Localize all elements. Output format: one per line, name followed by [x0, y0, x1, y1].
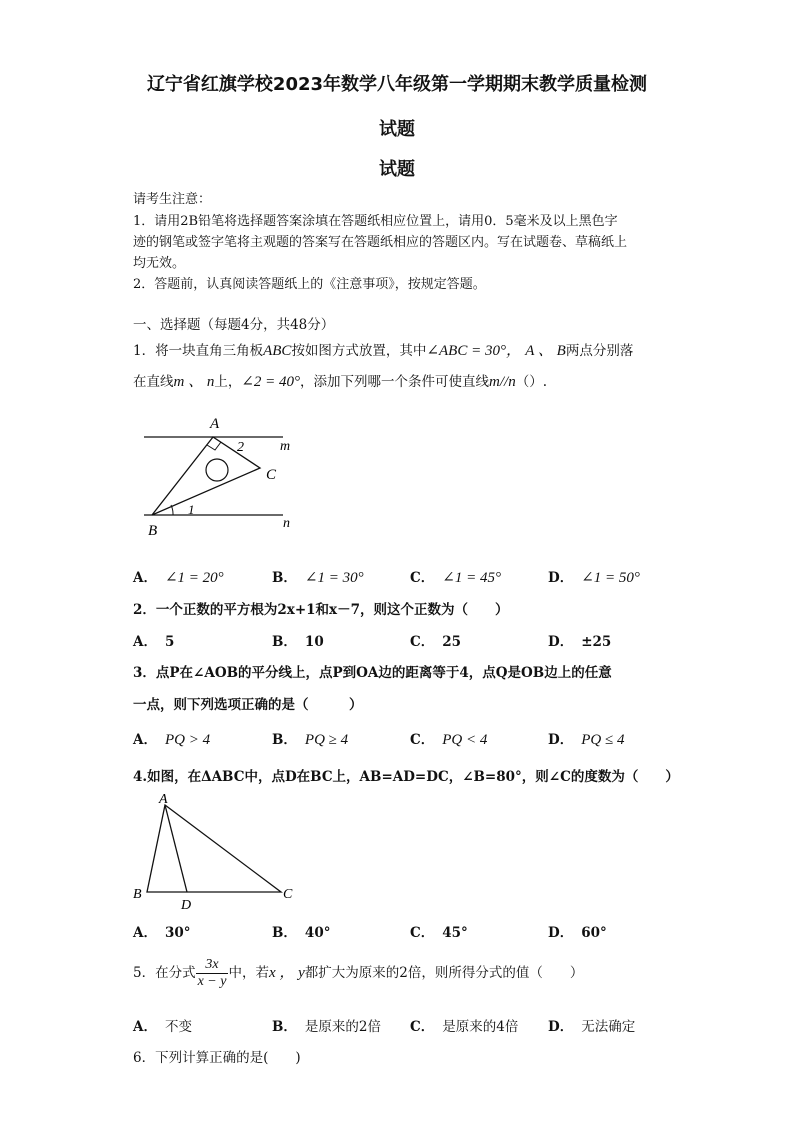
- question-1-line-2: [133, 370, 547, 391]
- q4-option-a[interactable]: A． 30°: [133, 925, 191, 941]
- q1-option-c[interactable]: C． ∠1 = 45°: [410, 570, 501, 586]
- label-b: B: [148, 523, 158, 539]
- q5-text: 中，若: [228, 965, 269, 981]
- page-title: 辽宁省红旗学校2023年数学八年级第一学期期末教学质量检测: [146, 74, 648, 95]
- q3-option-b[interactable]: B． PQ ≥ 4: [272, 732, 349, 748]
- q5-option-c[interactable]: C． 是原来的4倍: [410, 1019, 519, 1035]
- q3-option-c[interactable]: C． PQ < 4: [410, 732, 488, 748]
- q1-text: （）.: [515, 374, 548, 390]
- q1-text: ，添加下列哪一个条件可使直线: [300, 374, 490, 390]
- q1-option-a[interactable]: A． ∠1 = 20°: [133, 570, 224, 586]
- q1-option-d[interactable]: D． ∠1 = 50°: [548, 570, 640, 586]
- page-subtitle-2: 试题: [379, 159, 415, 180]
- label-d: D: [181, 898, 192, 912]
- question-1-line-1: [133, 339, 633, 360]
- q5-denominator: x − y: [197, 974, 227, 989]
- q5-fraction: [196, 957, 229, 990]
- q4-option-b[interactable]: B． 40°: [272, 925, 331, 941]
- q5-option-d[interactable]: D． 无法确定: [548, 1019, 636, 1035]
- q2-option-b[interactable]: B． 10: [272, 634, 324, 650]
- label-b: B: [133, 887, 142, 902]
- q1-figure: [138, 410, 308, 540]
- notice-line: 1．请用2B铅笔将选择题答案涂填在答题纸相应位置上，请用0．5毫米及以上黑色字: [133, 214, 618, 229]
- q2-option-d[interactable]: D． ±25: [548, 634, 612, 650]
- section-heading: 一、选择题（每题4分，共48分）: [133, 317, 335, 333]
- question-3-line-2: 一点，则下列选项正确的是（ ）: [133, 697, 363, 713]
- notice-heading: 请考生注意：: [133, 192, 212, 207]
- notice-line: 均无效。: [133, 256, 186, 271]
- question-4: 4.如图，在ΔABC中，点D在BC上，AB=AD=DC，∠B=80°，则∠C的度数为（ ）: [133, 769, 679, 785]
- right-angle-mark: [207, 442, 221, 450]
- q5-text: 都扩大为原来的2倍，则所得分式的值（ ）: [304, 965, 584, 981]
- label-c: C: [266, 467, 277, 483]
- triangle-hole: [206, 459, 228, 481]
- page-subtitle: 试题: [379, 119, 415, 140]
- q1-text: 1．将一块直角三角板: [133, 343, 264, 359]
- label-a: A: [159, 792, 168, 807]
- notice-line: 迹的钢笔或签字笔将主观题的答案写在答题纸相应的答题区内。写在试题卷、草稿纸上: [133, 235, 628, 250]
- q3-option-a[interactable]: A． PQ > 4: [133, 732, 211, 748]
- triangle-abc: [147, 805, 281, 892]
- q1-text: 两点分别落: [565, 343, 634, 359]
- q1-text: 上，: [214, 374, 242, 390]
- q4-option-d[interactable]: D． 60°: [548, 925, 607, 941]
- label-angle-1: 1: [188, 502, 195, 517]
- question-2: 2．一个正数的平方根为2x+1和x－7，则这个正数为（ ）: [133, 602, 509, 618]
- label-n: n: [283, 516, 290, 531]
- q1-option-b[interactable]: B． ∠1 = 30°: [272, 570, 364, 586]
- label-angle-2: 2: [237, 440, 244, 455]
- notice-line: 2．答题前，认真阅读答题纸上的《注意事项》，按规定答题。: [133, 277, 486, 292]
- label-a: A: [210, 416, 220, 432]
- q1-triangle: ABC: [263, 343, 292, 359]
- question-6: 6．下列计算正确的是( ): [133, 1050, 301, 1066]
- q1-lines: m 、 n: [173, 374, 215, 390]
- q5-numerator: 3x: [196, 957, 229, 974]
- q5-vars: x ， y: [268, 965, 305, 981]
- q2-option-a[interactable]: A． 5: [133, 634, 175, 650]
- label-m: m: [280, 439, 291, 454]
- q2-option-c[interactable]: C． 25: [410, 634, 462, 650]
- q3-option-d[interactable]: D． PQ ≤ 4: [548, 732, 625, 748]
- q4-option-c[interactable]: C． 45°: [410, 925, 468, 941]
- q4-figure: [130, 790, 300, 912]
- q1-points: A 、 B: [525, 343, 566, 359]
- q5-option-a[interactable]: A． 不变: [133, 1019, 192, 1035]
- q5-option-b[interactable]: B． 是原来的2倍: [272, 1019, 382, 1035]
- label-c: C: [283, 887, 293, 902]
- question-5: [133, 957, 583, 990]
- question-3-line-1: 3．点P在∠AOB的平分线上，点P到OA边的距离等于4，点Q是OB边上的任意: [133, 665, 612, 681]
- q1-angle2: ∠2 = 40°: [241, 374, 301, 390]
- q5-text: 5．在分式: [133, 965, 196, 981]
- segment-ad: [165, 805, 187, 892]
- q1-parallel: m//n: [489, 374, 516, 390]
- q1-angle: ∠ABC = 30°，: [426, 343, 521, 359]
- q1-text: 在直线: [133, 374, 174, 390]
- q1-text: 按如图方式放置，其中: [291, 343, 427, 359]
